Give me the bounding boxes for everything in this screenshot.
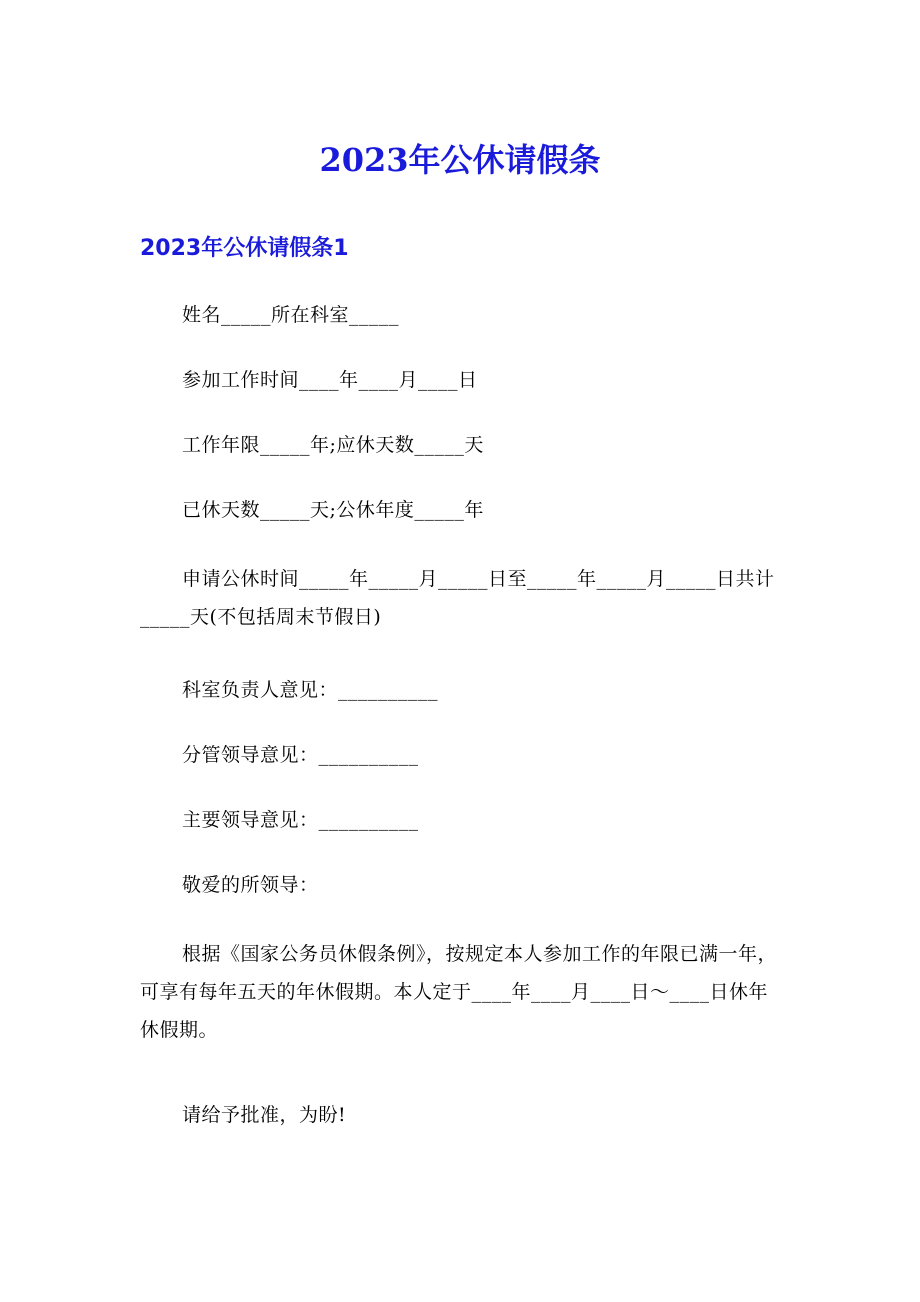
work-start-date-line: 参加工作时间____年____月____日 xyxy=(182,369,478,391)
requested-leave-period-line: 申请公休时间_____年_____月_____日至_____年_____月_____日共计_____天(不包括周末节假日) xyxy=(140,568,775,628)
name-department-line: 姓名_____所在科室_____ xyxy=(182,304,400,326)
request-body-paragraph: 根据《国家公务员休假条例》，按规定本人参加工作的年限已满一年，可享有每年五天的年休假期。本人定于____年____月____日～____日休年休假期。 xyxy=(140,943,778,1041)
used-days-leave-year-line: 已休天数_____天;公休年度_____年 xyxy=(182,499,484,521)
salutation-line: 敬爱的所领导： xyxy=(182,874,319,896)
chief-leader-opinion-line: 主要领导意见：__________ xyxy=(182,809,419,831)
supervising-leader-opinion-line: 分管领导意见：__________ xyxy=(182,744,419,766)
section-heading: 2023年公休请假条1 xyxy=(140,236,349,261)
department-head-opinion-line: 科室负责人意见：__________ xyxy=(182,679,439,701)
work-years-entitled-days-line: 工作年限_____年;应休天数_____天 xyxy=(182,434,484,456)
document-title: 2023年公休请假条 xyxy=(319,141,601,179)
closing-line: 请给予批准，为盼! xyxy=(182,1104,347,1126)
